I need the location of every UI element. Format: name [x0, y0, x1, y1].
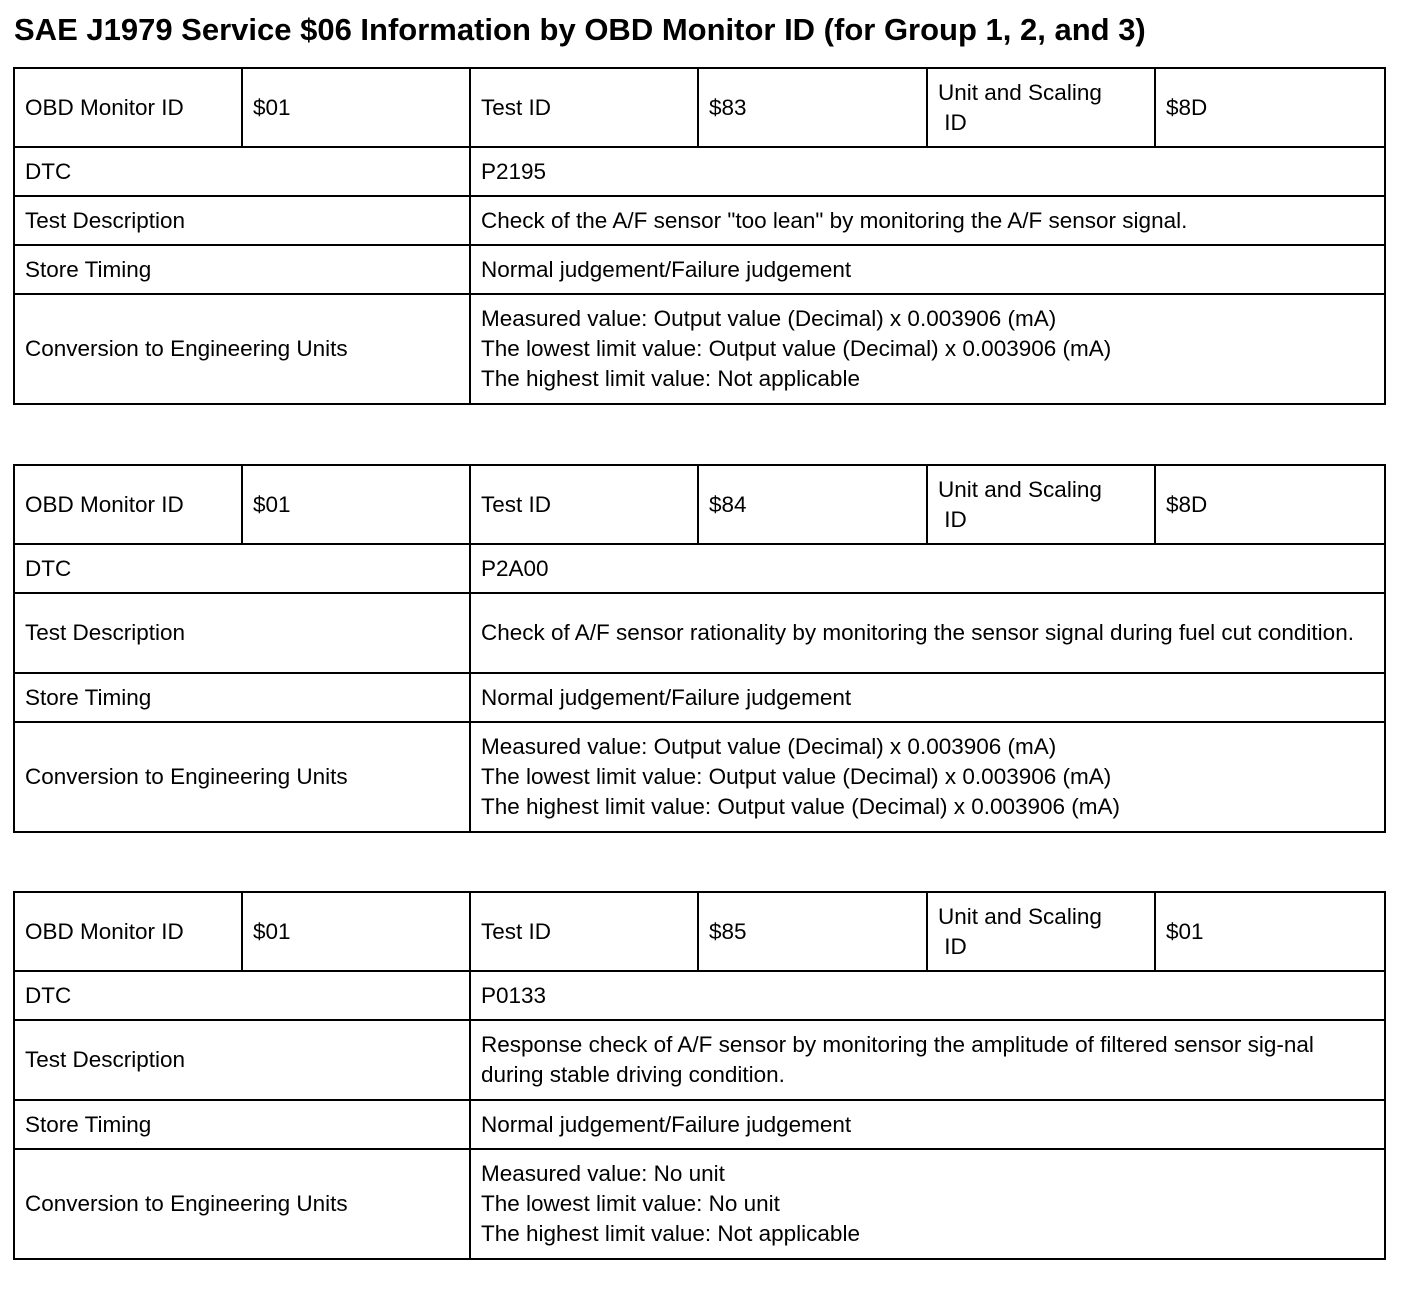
dtc-value: P2195 [470, 147, 1385, 196]
table-row [14, 1020, 1385, 1100]
obd-monitor-id-label: OBD Monitor ID [14, 465, 242, 544]
obd-monitor-id-value: $01 [242, 892, 470, 971]
conversion-line: The highest limit value: Not applicable [481, 366, 860, 391]
unit-scaling-id-value: $8D [1155, 68, 1385, 147]
conversion-line: Measured value: Output value (Decimal) x 0.003906 (mA) [481, 734, 1057, 759]
table-row [14, 971, 1385, 1020]
table-row [14, 673, 1385, 722]
test-id-label: Test ID [470, 465, 698, 544]
dtc-value: P0133 [470, 971, 1385, 1020]
dtc-label: DTC [14, 971, 470, 1020]
conversion-value [470, 1149, 1385, 1259]
table-row [14, 544, 1385, 593]
test-description-value: Check of the A/F sensor "too lean" by monitoring the A/F sensor signal. [470, 196, 1385, 245]
conversion-line: The highest limit value: Not applicable [481, 1221, 860, 1246]
test-id-label: Test ID [470, 892, 698, 971]
test-description-label: Test Description [14, 1020, 470, 1100]
unit-scaling-id-label [927, 465, 1155, 544]
conversion-value [470, 722, 1385, 832]
unit-scaling-label-line: ID [938, 109, 967, 135]
table-row [14, 892, 1385, 971]
conversion-line: The lowest limit value: Output value (Decimal) x 0.003906 (mA) [481, 336, 1112, 361]
conversion-line: The lowest limit value: Output value (Decimal) x 0.003906 (mA) [481, 764, 1112, 789]
conversion-label: Conversion to Engineering Units [14, 294, 470, 404]
conversion-label: Conversion to Engineering Units [14, 1149, 470, 1259]
unit-scaling-id-label [927, 68, 1155, 147]
obd-monitor-id-label: OBD Monitor ID [14, 68, 242, 147]
conversion-line: Measured value: No unit [481, 1161, 725, 1186]
unit-scaling-label-line: Unit and Scaling [938, 79, 1102, 105]
store-timing-value: Normal judgement/Failure judgement [470, 245, 1385, 294]
test-description-label: Test Description [14, 196, 470, 245]
test-id-value: $83 [698, 68, 927, 147]
table-row [14, 245, 1385, 294]
table-row [14, 68, 1385, 147]
table-row [14, 294, 1385, 404]
store-timing-value: Normal judgement/Failure judgement [470, 1100, 1385, 1149]
test-id-value: $84 [698, 465, 927, 544]
conversion-label: Conversion to Engineering Units [14, 722, 470, 832]
page-title: SAE J1979 Service $06 Information by OBD Monitor ID (for Group 1, 2, and 3) [14, 12, 1146, 47]
unit-scaling-label-line: Unit and Scaling [938, 476, 1102, 502]
unit-scaling-id-value: $8D [1155, 465, 1385, 544]
obd-info-table [13, 67, 1386, 405]
dtc-label: DTC [14, 544, 470, 593]
unit-scaling-label-line: ID [938, 933, 967, 959]
conversion-line: The highest limit value: Output value (Decimal) x 0.003906 (mA) [481, 794, 1121, 819]
unit-scaling-id-label [927, 892, 1155, 971]
store-timing-label: Store Timing [14, 245, 470, 294]
obd-info-table [13, 891, 1386, 1260]
unit-scaling-id-value: $01 [1155, 892, 1385, 971]
table-row [14, 722, 1385, 832]
test-description-value: Check of A/F sensor rationality by monitoring the sensor signal during fuel cut condition. [470, 593, 1385, 673]
conversion-line: The lowest limit value: No unit [481, 1191, 780, 1216]
obd-monitor-id-value: $01 [242, 68, 470, 147]
table-row [14, 465, 1385, 544]
table-row [14, 1149, 1385, 1259]
table-row [14, 1100, 1385, 1149]
test-id-value: $85 [698, 892, 927, 971]
table-row [14, 147, 1385, 196]
dtc-value: P2A00 [470, 544, 1385, 593]
unit-scaling-label-line: ID [938, 506, 967, 532]
dtc-label: DTC [14, 147, 470, 196]
store-timing-label: Store Timing [14, 1100, 470, 1149]
obd-monitor-id-value: $01 [242, 465, 470, 544]
table-row [14, 196, 1385, 245]
unit-scaling-label-line: Unit and Scaling [938, 903, 1102, 929]
test-description-value: Response check of A/F sensor by monitoring the amplitude of filtered sensor sig-nal during stable driving condition. [470, 1020, 1385, 1100]
store-timing-label: Store Timing [14, 673, 470, 722]
store-timing-value: Normal judgement/Failure judgement [470, 673, 1385, 722]
test-id-label: Test ID [470, 68, 698, 147]
test-description-label: Test Description [14, 593, 470, 673]
conversion-value [470, 294, 1385, 404]
table-row [14, 593, 1385, 673]
obd-info-table [13, 464, 1386, 833]
obd-monitor-id-label: OBD Monitor ID [14, 892, 242, 971]
conversion-line: Measured value: Output value (Decimal) x 0.003906 (mA) [481, 306, 1057, 331]
